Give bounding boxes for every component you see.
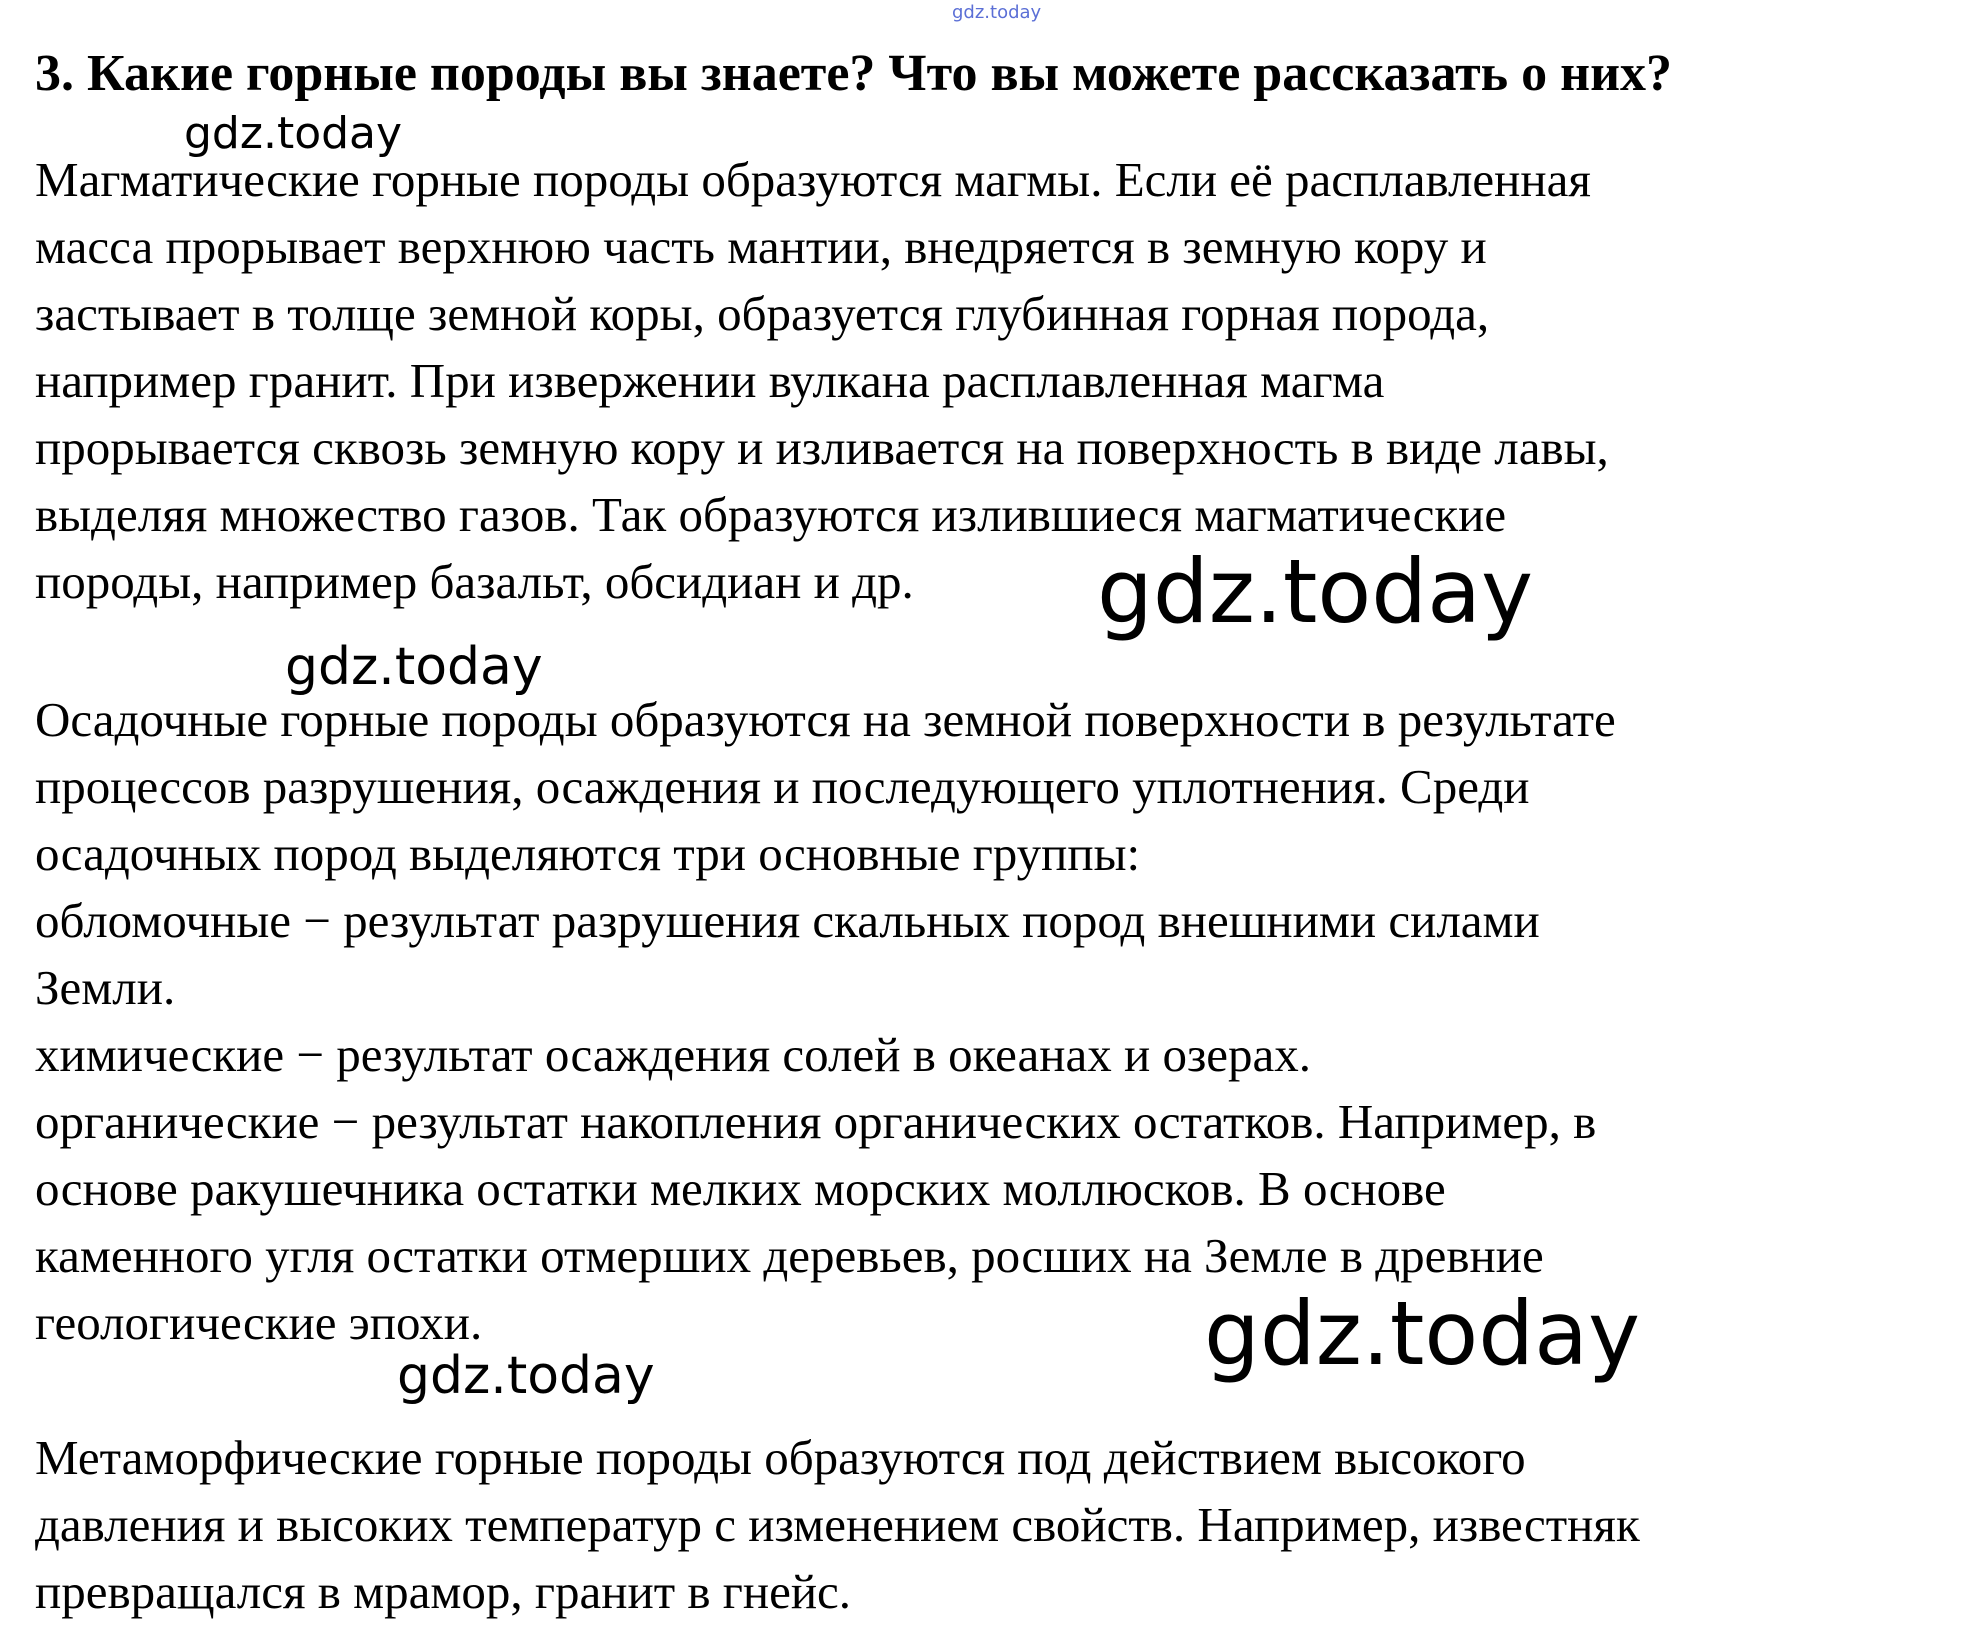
text-line: каменного угля остатки отмерших деревьев, росших на Земле в древние bbox=[35, 1228, 1544, 1283]
text-line: породы, например базальт, обсидиан и др. bbox=[35, 554, 914, 609]
text-line: выделяя множество газов. Так образуются излившиеся магматические bbox=[35, 487, 1507, 542]
watermark: gdz.today bbox=[1097, 540, 1534, 643]
text-line: Метаморфические горные породы образуются под действием высокого bbox=[35, 1430, 1526, 1485]
text-line: превращался в мрамор, гранит в гнейс. bbox=[35, 1564, 852, 1619]
text-line: геологические эпохи. bbox=[35, 1295, 483, 1350]
text-line: процессов разрушения, осаждения и последующего уплотнения. Среди bbox=[35, 759, 1530, 814]
text-line: прорывается сквозь земную кору и изливается на поверхность в виде лавы, bbox=[35, 420, 1609, 475]
text-line: Магматические горные породы образуются магмы. Если её расплавленная bbox=[35, 152, 1591, 207]
watermark: gdz.today bbox=[1204, 1282, 1641, 1385]
question-heading: 3. Какие горные породы вы знаете? Что вы можете рассказать о них? bbox=[35, 45, 1673, 102]
paragraph-sedimentary bbox=[35, 686, 1616, 1356]
text-line: Земли. bbox=[35, 960, 176, 1015]
text-line: осадочных пород выделяются три основные группы: bbox=[35, 826, 1141, 881]
text-line: масса прорывает верхнюю часть мантии, внедряется в земную кору и bbox=[35, 219, 1487, 274]
text-line: например гранит. При извержении вулкана расплавленная магма bbox=[35, 353, 1385, 408]
text-line: застывает в толще земной коры, образуется глубинная горная порода, bbox=[35, 286, 1490, 341]
text-line: органические − результат накопления органических остатков. Например, в bbox=[35, 1094, 1597, 1149]
text-line: химические − результат осаждения солей в океанах и озерах. bbox=[35, 1027, 1312, 1082]
paragraph-metamorphic bbox=[35, 1424, 1640, 1625]
watermark-top: gdz.today bbox=[952, 2, 1042, 23]
text-line: основе ракушечника остатки мелких морских моллюсков. В основе bbox=[35, 1161, 1446, 1216]
text-line: обломочные − результат разрушения скальных пород внешними силами bbox=[35, 893, 1540, 948]
watermark: gdz.today bbox=[285, 637, 543, 697]
text-line: давления и высоких температур с изменением свойств. Например, известняк bbox=[35, 1497, 1640, 1552]
text-line: Осадочные горные породы образуются на земной поверхности в результате bbox=[35, 692, 1616, 747]
watermark: gdz.today bbox=[397, 1346, 655, 1406]
watermark: gdz.today bbox=[184, 108, 403, 159]
